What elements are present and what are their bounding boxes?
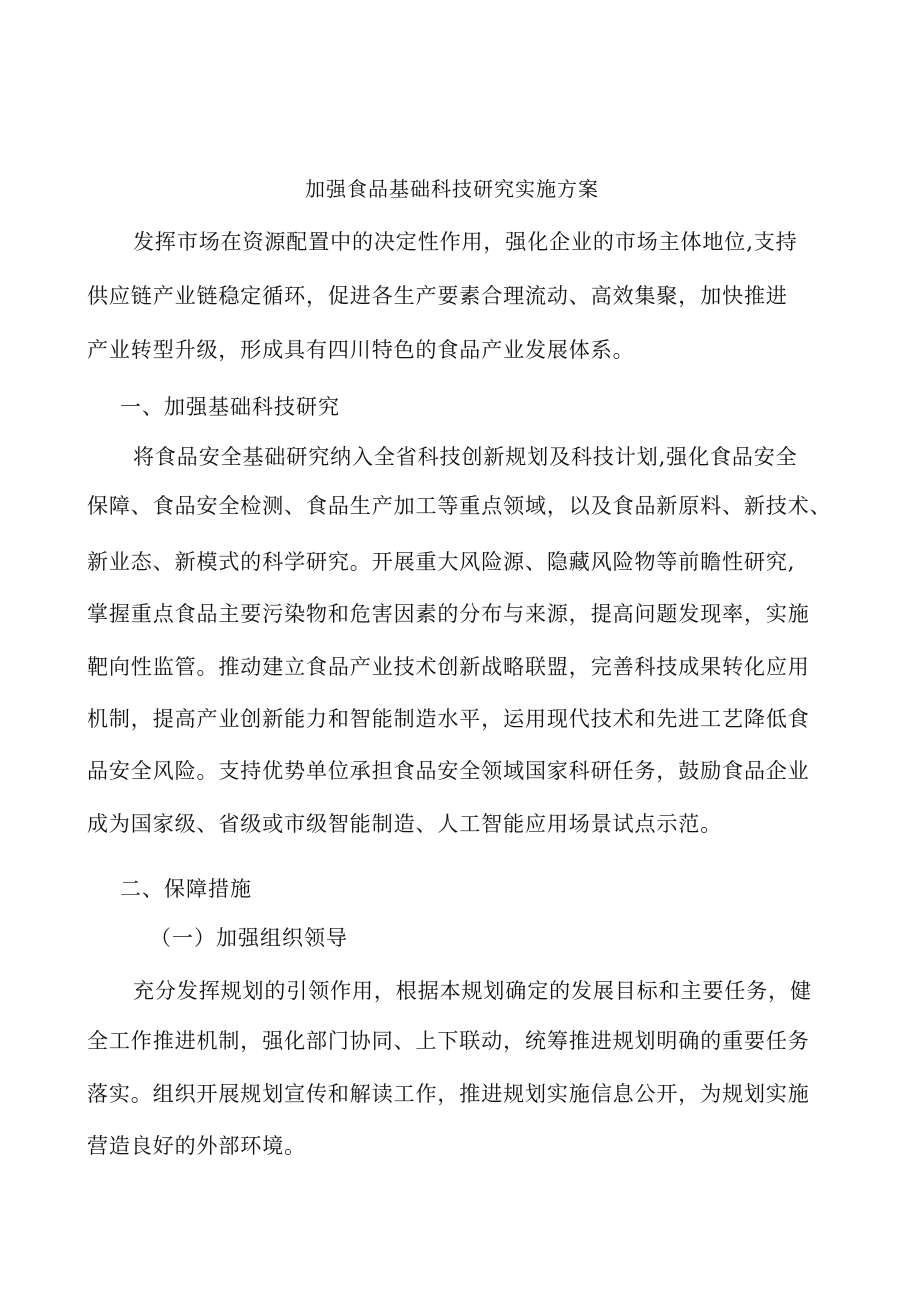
section2-line-4: 营造良好的外部环境。 [87, 1134, 306, 1158]
section1-line-7: 品安全风险。支持优势单位承担食品安全领域国家科研任务，鼓励食品企业 [87, 759, 810, 783]
section1-line-4: 掌握重点食品主要污染物和危害因素的分布与来源，提高问题发现率，实施 [87, 602, 810, 626]
intro-line-2: 供应链产业链稳定循环，促进各生产要素合理流动、高效集聚，加快推进 [87, 284, 788, 308]
section2-line-3: 落实。组织开展规划宣传和解读工作，推进规划实施信息公开，为规划实施 [87, 1082, 810, 1106]
section1-line-1: 将食品安全基础研究纳入全省科技创新规划及科技计划,强化食品安全 [133, 445, 798, 469]
section2-line-1: 充分发挥规划的引领作用，根据本规划确定的发展目标和主要任务，健 [133, 979, 812, 1003]
page-title: 加强食品基础科技研究实施方案 [305, 177, 599, 201]
section1-heading: 一、加强基础科技研究 [120, 395, 340, 419]
section1-line-8: 成为国家级、省级或市级智能制造、人工智能应用场景试点示范。 [87, 812, 723, 836]
section1-line-3: 新业态、新模式的科学研究。开展重大风险源、隐藏风险物等前瞻性研究, [87, 550, 796, 574]
section2-heading: 二、保障措施 [120, 877, 252, 901]
section1-line-6: 机制，提高产业创新能力和智能制造水平，运用现代技术和先进工艺降低食 [87, 707, 810, 731]
intro-line-1: 发挥市场在资源配置中的决定性作用，强化企业的市场主体地位,支持 [133, 230, 798, 254]
section2-subheading: （一）加强组织领导 [150, 926, 348, 950]
section1-line-2: 保障、食品安全检测、食品生产加工等重点领域，以及食品新原料、新技术、 [87, 494, 832, 518]
intro-line-3: 产业转型升级，形成具有四川特色的食品产业发展体系。 [87, 338, 635, 362]
section1-line-5: 靶向性监管。推动建立食品产业技术创新战略联盟，完善科技成果转化应用 [87, 655, 810, 679]
section2-line-2: 全工作推进机制，强化部门协同、上下联动，统筹推进规划明确的重要任务 [87, 1029, 810, 1053]
